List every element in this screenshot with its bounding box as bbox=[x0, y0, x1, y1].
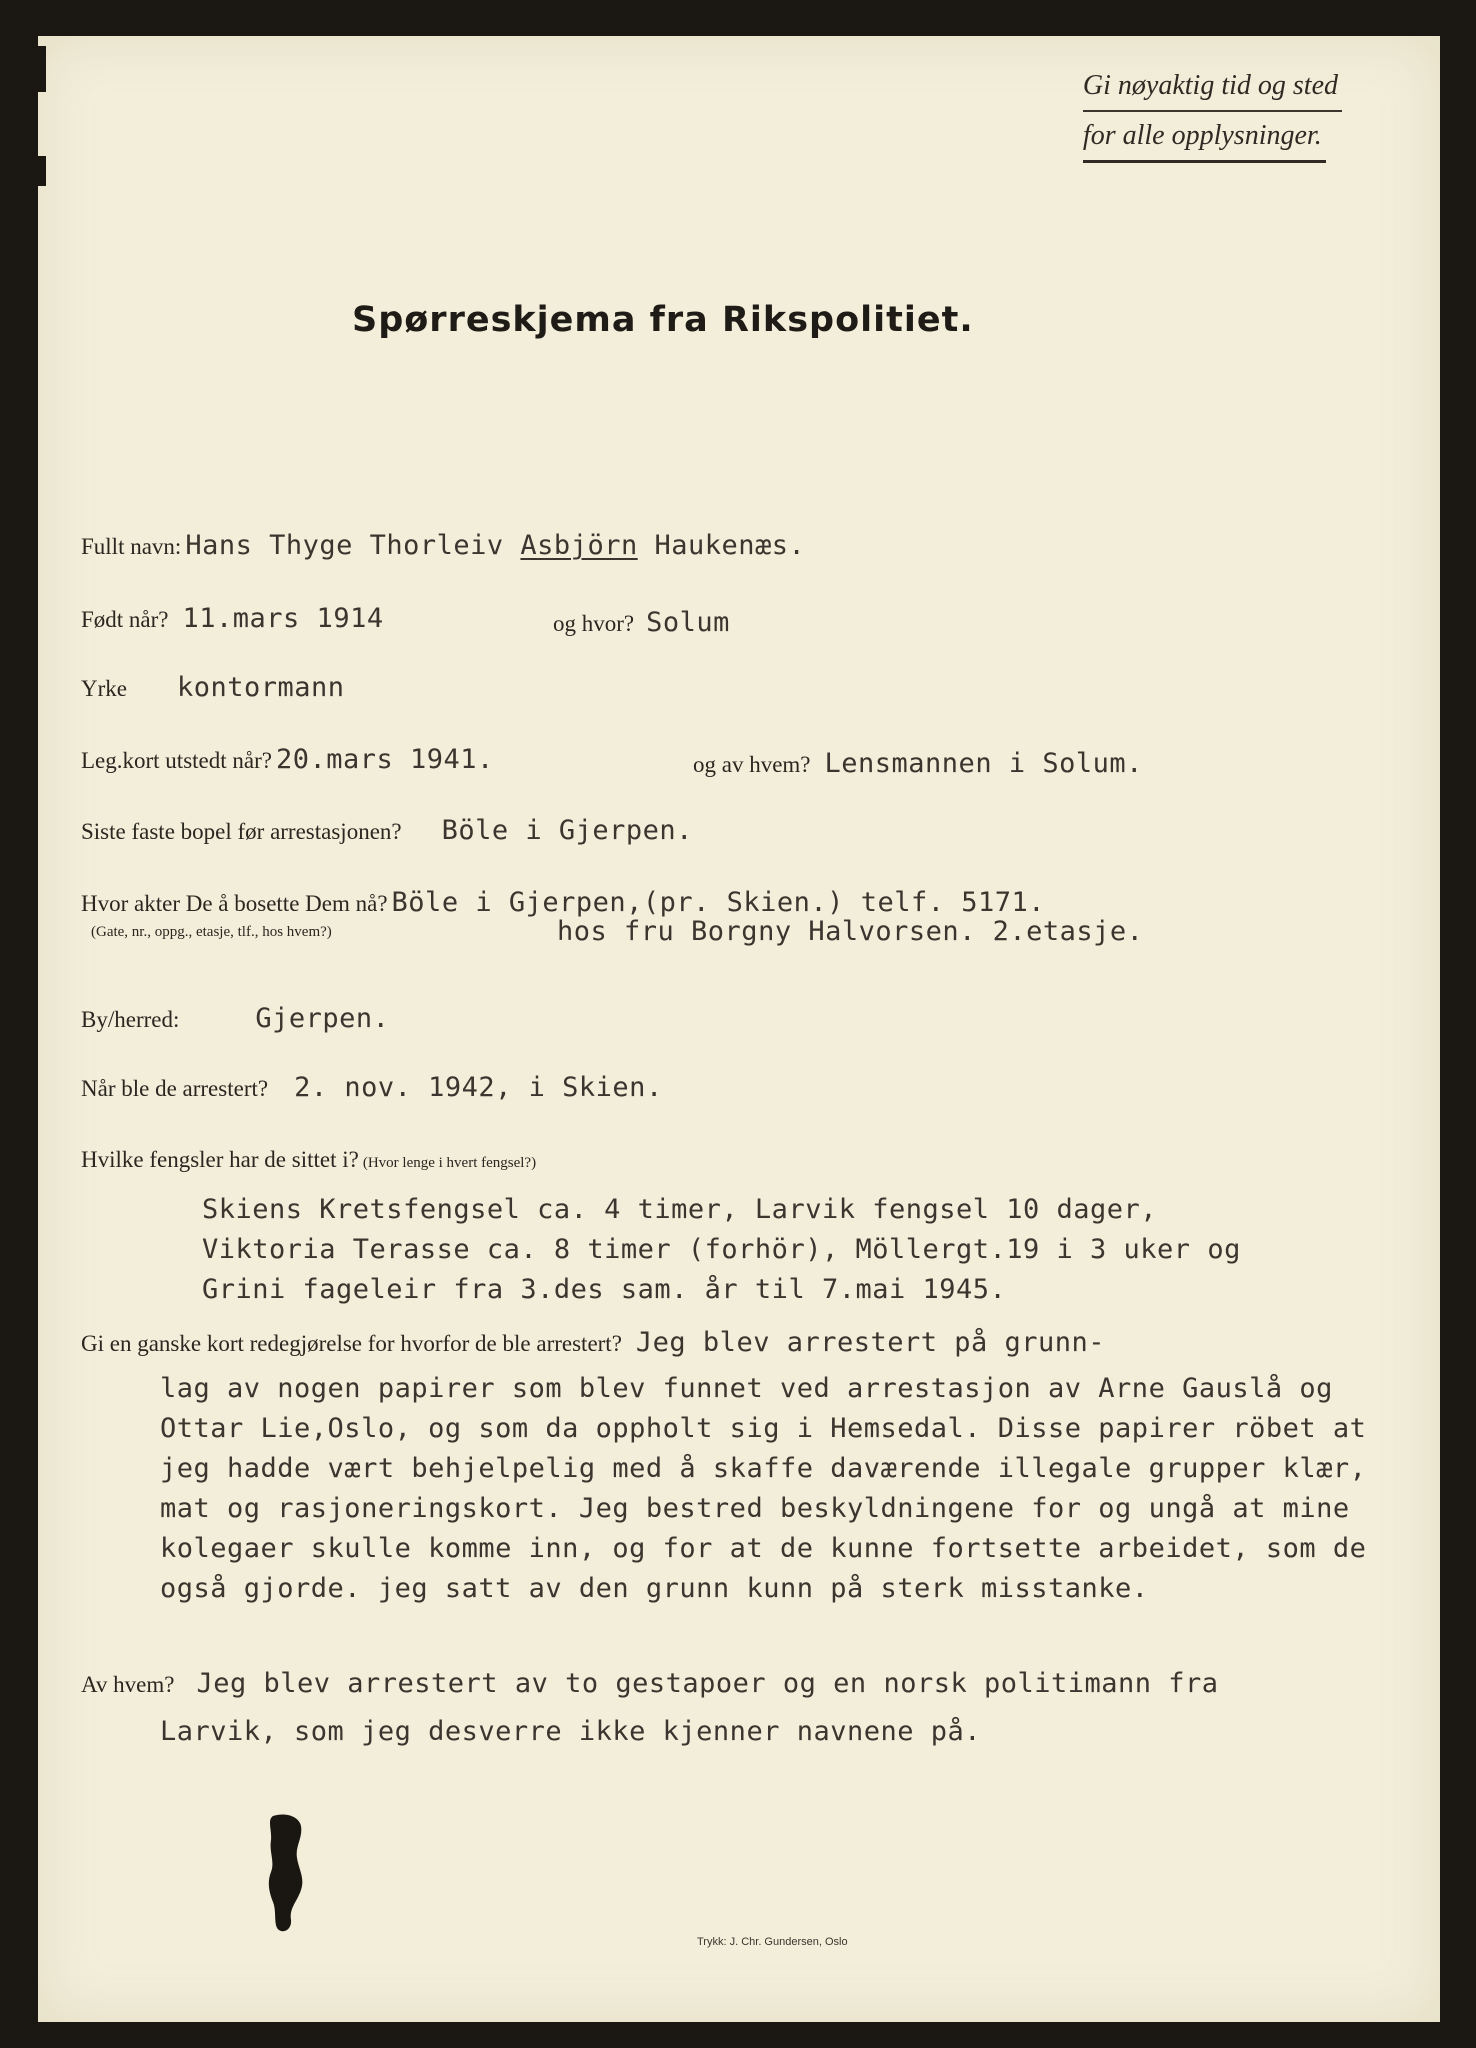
field-label: Født når? bbox=[81, 607, 169, 632]
field-label: Leg.kort utstedt når? bbox=[81, 748, 272, 773]
field-value: Böle i Gjerpen,(pr. Skien.) telf. 5171. bbox=[391, 887, 1046, 918]
field-label: og av hvem? bbox=[693, 752, 811, 777]
field-label: Hvilke fengsler har de sittet i? bbox=[81, 1147, 359, 1172]
field-arrested-when bbox=[81, 1072, 663, 1103]
field-label: og hvor? bbox=[553, 611, 635, 636]
field-id-issued-when bbox=[81, 744, 494, 775]
field-value: Böle i Gjerpen. bbox=[441, 815, 693, 846]
field-label: Siste faste bopel før arrestasjonen? bbox=[81, 819, 402, 844]
field-value: Gjerpen. bbox=[255, 1003, 390, 1034]
field-value: Lensmannen i Solum. bbox=[824, 748, 1143, 779]
form-title: Spørreskjema fra Rikspolitiet. bbox=[352, 300, 974, 340]
instruction-note bbox=[1083, 62, 1342, 163]
field-label: Yrke bbox=[81, 676, 127, 701]
name-underlined: Asbjörn bbox=[520, 530, 638, 561]
answer-line: Skiens Kretsfengsel ca. 4 timer, Larvik fengsel 10 dager, bbox=[202, 1194, 1158, 1225]
instruction-line-2: for alle opplysninger. bbox=[1083, 112, 1326, 163]
field-value: 11.mars 1914 bbox=[182, 603, 384, 634]
answer-line: Viktoria Terasse ca. 8 timer (forhör), Möllergt.19 i 3 uker og bbox=[202, 1234, 1241, 1265]
field-value: kontormann bbox=[176, 672, 345, 703]
edge-notch bbox=[38, 46, 46, 92]
field-value-line2: hos fru Borgny Halvorsen. 2.etasje. bbox=[557, 916, 1144, 947]
field-value: Solum bbox=[646, 607, 730, 638]
field-value: 20.mars 1941. bbox=[275, 744, 494, 775]
field-born-when bbox=[81, 603, 384, 634]
prisons-answer bbox=[202, 1190, 1402, 1310]
answer-line: jeg hadde vært behjelpelig med å skaffe daværende illegale grupper klær, bbox=[160, 1453, 1367, 1484]
field-label: By/herred: bbox=[81, 1007, 180, 1032]
field-full-name bbox=[81, 530, 805, 561]
answer-line: Grini fageleir fra 3.des sam. år til 7.mai 1945. bbox=[202, 1274, 1007, 1305]
field-label: Når ble de arrestert? bbox=[81, 1076, 269, 1101]
field-hint: (Gate, nr., oppg., etasje, tlf., hos hvem?) bbox=[91, 924, 332, 940]
field-hint: (Hvor lenge i hvert fengsel?) bbox=[362, 1155, 537, 1171]
answer-line: lag av nogen papirer som blev funnet ved arrestasjon av Arne Gauslå og bbox=[160, 1373, 1333, 1404]
field-value bbox=[185, 530, 805, 561]
field-by-whom bbox=[81, 1668, 1219, 1699]
answer-line: Jeg blev arrestert på grunn- bbox=[635, 1327, 1106, 1358]
field-settle-where-hint bbox=[91, 923, 332, 941]
reason-answer bbox=[160, 1369, 1476, 1609]
answer-line: kolegaer skulle komme inn, og for at de kunne fortsette arbeidet, som de bbox=[160, 1533, 1367, 1564]
answer-line: mat og rasjoneringskort. Jeg bestred beskyldningene for og ungå at mine bbox=[160, 1493, 1350, 1524]
by-whom-answer bbox=[160, 1712, 1476, 1752]
field-prisons bbox=[81, 1147, 536, 1173]
field-settle-where bbox=[81, 887, 1045, 918]
field-municipality bbox=[81, 1003, 389, 1034]
field-value: 2. nov. 1942, i Skien. bbox=[294, 1072, 663, 1103]
instruction-line-1: Gi nøyaktig tid og sted bbox=[1083, 62, 1342, 112]
field-id-issued-by bbox=[693, 748, 1143, 779]
field-label: Fullt navn: bbox=[81, 534, 182, 559]
answer-line: Ottar Lie,Oslo, og som da oppholt sig i Hemsedal. Disse papirer röbet at bbox=[160, 1413, 1367, 1444]
edge-notch bbox=[38, 156, 46, 186]
field-label: Gi en ganske kort redegjørelse for hvorfor de ble arrestert? bbox=[81, 1331, 622, 1356]
field-reason bbox=[81, 1327, 1105, 1358]
field-occupation bbox=[81, 672, 345, 703]
name-part: Haukenæs. bbox=[637, 530, 806, 561]
field-label: Av hvem? bbox=[81, 1672, 175, 1697]
field-last-residence bbox=[81, 815, 693, 846]
answer-line: Larvik, som jeg desverre ikke kjenner navnene på. bbox=[160, 1716, 982, 1747]
name-part: Hans Thyge Thorleiv bbox=[185, 530, 521, 561]
printer-imprint: Trykk: J. Chr. Gundersen, Oslo bbox=[697, 1936, 848, 1948]
answer-line: Jeg blev arrestert av to gestapoer og en norsk politimann fra bbox=[196, 1668, 1219, 1699]
field-born-where bbox=[553, 607, 730, 638]
field-label: Hvor akter De å bosette Dem nå? bbox=[81, 891, 388, 916]
answer-line: også gjorde. jeg satt av den grunn kunn på sterk misstanke. bbox=[160, 1573, 1149, 1604]
signature-mark bbox=[265, 1812, 307, 1934]
